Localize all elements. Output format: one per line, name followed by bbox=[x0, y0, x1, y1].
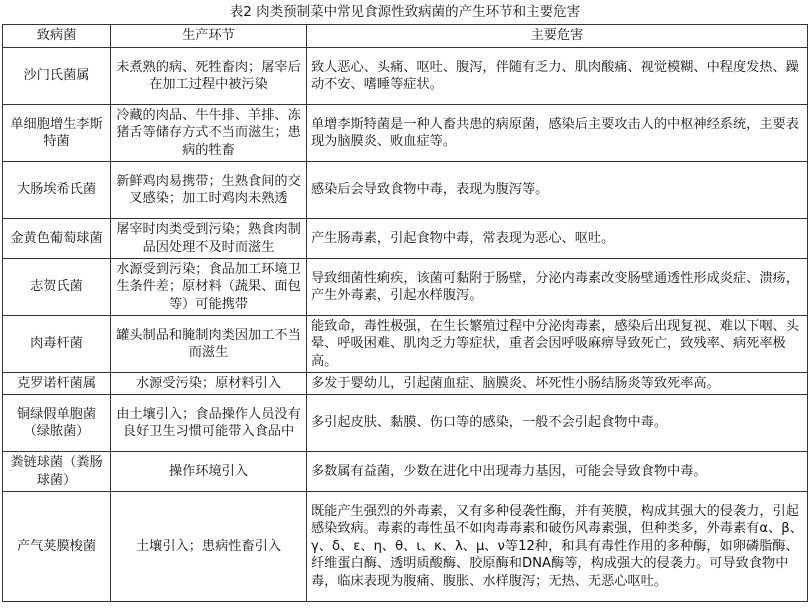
stage-cell: 冷藏的肉品、牛牛排、羊排、冻猪舌等储存方式不当而滋生；患病的牲畜 bbox=[111, 105, 307, 162]
pathogen-cell: 产气荚膜梭菌 bbox=[3, 492, 111, 602]
pathogen-table bbox=[2, 24, 808, 602]
pathogen-cell: 志贺氏菌 bbox=[3, 259, 111, 316]
table-row bbox=[3, 492, 808, 602]
table-row bbox=[3, 452, 808, 492]
hazard-cell: 能致命，毒性极强，在生长繁殖过程中分泌肉毒素，感染后出现复视、难以下咽、头晕、呼吸困难、肌肉乏力等症状，重者会因呼吸麻痹导致死亡，致残率、病死率极高。 bbox=[307, 316, 808, 373]
hazard-cell: 多引起皮肤、黏膜、伤口等的感染，一般不会引起食物中毒。 bbox=[307, 395, 808, 452]
table-row bbox=[3, 259, 808, 316]
header-pathogen: 致病菌 bbox=[3, 25, 111, 48]
stage-cell: 罐头制品和腌制肉类因加工不当而滋生 bbox=[111, 316, 307, 373]
hazard-cell: 既能产生强烈的外毒素，又有多种侵袭性酶，并有荚膜，构成其强大的侵袭力，引起感染致病。毒素的毒性虽不如肉毒毒素和破伤风毒素强，但种类多，外毒素有α、β、γ、δ、ε、η、θ、ι、κ、λ、μ、ν等12种，和具有毒性作用的多种酶，如卵磷脂酶、纤维蛋白酶、透明质酸酶、胶原酶和DNA酶等，构成强大的侵袭力。可导致食物中毒，临床表现为腹痛、腹胀、水样腹泻；无热、无恶心呕吐。 bbox=[307, 492, 808, 602]
stage-cell: 土壤引入；患病性畜引入 bbox=[111, 492, 307, 602]
hazard-cell: 感染后会导致食物中毒，表现为腹泻等。 bbox=[307, 162, 808, 219]
hazard-cell: 致人恶心、头痛、呕吐、腹泻，伴随有乏力、肌肉酸痛、视觉模糊、中程度发热、躁动不安、嗜睡等症状。 bbox=[307, 48, 808, 105]
stage-cell: 屠宰时肉类受到污染；熟食肉制品因处理不及时而滋生 bbox=[111, 219, 307, 259]
hazard-cell: 多发于婴幼儿，引起菌血症、脑膜炎、坏死性小肠结肠炎等致死率高。 bbox=[307, 373, 808, 395]
stage-cell: 水源受污染；原材料引入 bbox=[111, 373, 307, 395]
table-row bbox=[3, 219, 808, 259]
table-row bbox=[3, 48, 808, 105]
pathogen-cell: 大肠埃希氏菌 bbox=[3, 162, 111, 219]
stage-cell: 未煮熟的病、死牲畜肉；屠宰后在加工过程中被污染 bbox=[111, 48, 307, 105]
header-production-stage: 生产环节 bbox=[111, 25, 307, 48]
table-header-row bbox=[3, 25, 808, 48]
table-caption: 表2 肉类预制菜中常见食源性致病菌的产生环节和主要危害 bbox=[229, 4, 581, 20]
table-row bbox=[3, 373, 808, 395]
table-row bbox=[3, 162, 808, 219]
hazard-cell: 产生肠毒素，引起食物中毒，常表现为恶心、呕吐。 bbox=[307, 219, 808, 259]
pathogen-cell: 克罗诺杆菌属 bbox=[3, 373, 111, 395]
stage-cell: 新鲜鸡肉易携带；生熟食间的交叉感染；加工时鸡肉未熟透 bbox=[111, 162, 307, 219]
stage-cell: 由土壤引入；食品操作人员没有良好卫生习惯可能带入食品中 bbox=[111, 395, 307, 452]
hazard-cell: 单增李斯特菌是一种人畜共患的病原菌，感染后主要攻击人的中枢神经系统，主要表现为脑膜炎、败血症等。 bbox=[307, 105, 808, 162]
header-main-hazard: 主要危害 bbox=[307, 25, 808, 48]
pathogen-cell: 沙门氏菌属 bbox=[3, 48, 111, 105]
table-row bbox=[3, 395, 808, 452]
hazard-cell: 多数属有益菌，少数在进化中出现毒力基因，可能会导致食物中毒。 bbox=[307, 452, 808, 492]
table-row bbox=[3, 316, 808, 373]
hazard-cell: 导致细菌性痢疾，该菌可黏附于肠壁，分泌内毒素改变肠壁通透性形成炎症、溃疡，产生外毒素，引起水样腹泻。 bbox=[307, 259, 808, 316]
pathogen-cell: 肉毒杆菌 bbox=[3, 316, 111, 373]
table-row bbox=[3, 105, 808, 162]
stage-cell: 操作环境引入 bbox=[111, 452, 307, 492]
pathogen-cell: 金黄色葡萄球菌 bbox=[3, 219, 111, 259]
pathogen-cell: 粪链球菌（粪肠球菌） bbox=[3, 452, 111, 492]
stage-cell: 水源受到污染；食品加工环境卫生条件差；原材料（蔬果、面包等）可能携带 bbox=[111, 259, 307, 316]
pathogen-cell: 单细胞增生李斯特菌 bbox=[3, 105, 111, 162]
pathogen-cell: 铜绿假单胞菌（绿脓菌） bbox=[3, 395, 111, 452]
